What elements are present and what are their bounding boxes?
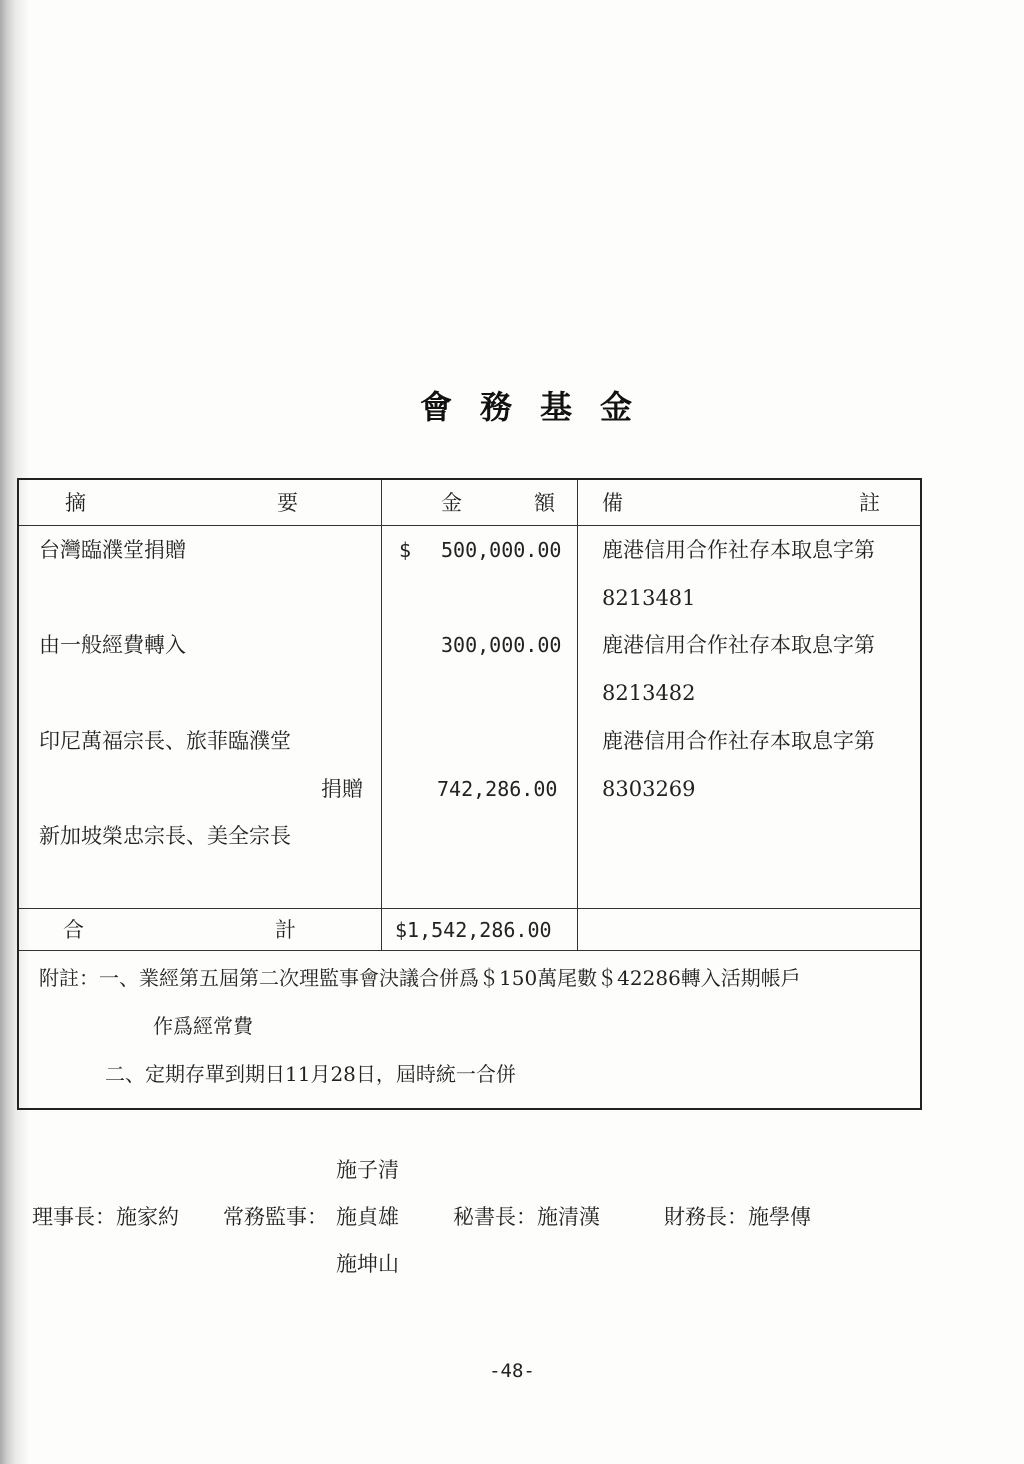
row-1-currency: $ — [399, 538, 412, 562]
total-label-2: 計 — [275, 918, 296, 942]
header-summary-1: 摘 — [65, 491, 86, 515]
fund-table — [17, 478, 922, 1110]
total-divider-top — [19, 908, 920, 909]
row-2-amount: 300,000.00 — [441, 633, 562, 657]
header-remarks-2: 註 — [859, 491, 880, 515]
row-1-remarks-no: 8213481 — [602, 586, 696, 610]
row-3-remarks: 鹿港信用合作社存本取息字第 — [602, 729, 875, 753]
row-1-amount: 500,000.00 — [441, 538, 562, 562]
supervisor-label: 常務監事： — [223, 1205, 328, 1229]
header-amount-1: 金 — [441, 491, 462, 515]
total-amount: $1,542,286.00 — [395, 918, 552, 942]
supervisor-name-2: 施貞雄 — [336, 1205, 399, 1229]
row-3-summary: 印尼萬福宗長、旅菲臨濮堂 — [39, 729, 291, 753]
treasurer-signature: 財務長：施學傳 — [664, 1205, 811, 1229]
header-divider — [19, 525, 920, 526]
row-3-remarks-no: 8303269 — [602, 777, 696, 801]
row-3-summary-cont: 捐贈 — [321, 777, 363, 801]
row-3-amount: 742,286.00 — [437, 777, 558, 801]
supervisor-name-1: 施子清 — [336, 1158, 399, 1182]
note-line-1: 附註：一、業經第五屆第二次理監事會決議合併爲＄150萬尾數＄42286轉入活期帳戶 — [39, 966, 801, 990]
page-title: 會務基金 — [419, 388, 660, 426]
page-number: -48- — [489, 1360, 535, 1382]
row-4-summary: 新加坡榮忠宗長、美全宗長 — [39, 824, 291, 848]
note-line-2: 作爲經常費 — [153, 1014, 253, 1038]
total-divider-bottom — [19, 950, 920, 951]
row-1-summary: 台灣臨濮堂捐贈 — [39, 538, 186, 562]
header-amount-2: 額 — [534, 491, 555, 515]
column-divider-2 — [577, 480, 578, 950]
secretary-signature: 秘書長：施清漢 — [453, 1205, 600, 1229]
row-2-remarks-no: 8213482 — [602, 681, 696, 705]
total-label-1: 合 — [63, 918, 84, 942]
chairman-signature: 理事長：施家約 — [32, 1205, 179, 1229]
supervisor-name-3: 施坤山 — [336, 1252, 399, 1276]
note-line-3: 二、定期存單到期日11月28日，屆時統一合併 — [105, 1062, 516, 1086]
header-summary-2: 要 — [277, 491, 298, 515]
row-1-remarks: 鹿港信用合作社存本取息字第 — [602, 538, 875, 562]
header-remarks-1: 備 — [602, 491, 623, 515]
column-divider-1 — [381, 480, 382, 950]
row-2-remarks: 鹿港信用合作社存本取息字第 — [602, 633, 875, 657]
row-2-summary: 由一般經費轉入 — [39, 633, 186, 657]
page-binding-edge — [0, 0, 16, 1464]
